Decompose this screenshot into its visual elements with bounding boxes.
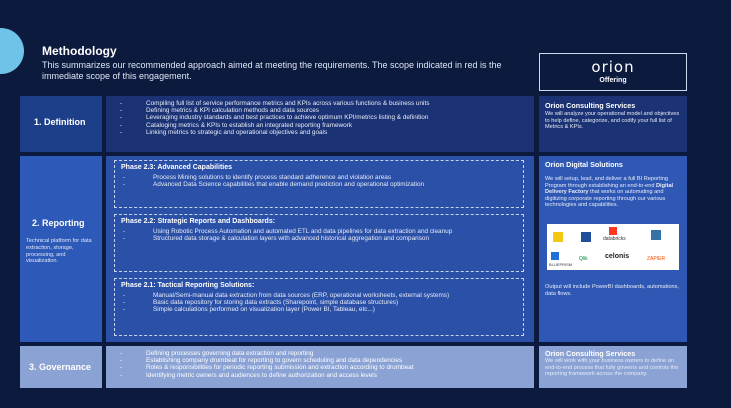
reporting-offering-footer: Output will include PowerBI dashboards, automations, data flows. bbox=[545, 284, 680, 297]
list-item: - Establishing company drumbeat for reporting to govern scheduling and data dependencies bbox=[116, 357, 526, 364]
reporting-label: 2. Reporting bbox=[32, 218, 85, 228]
definition-bullets bbox=[116, 100, 526, 136]
orion-offering-logo bbox=[539, 53, 687, 91]
databricks-icon bbox=[609, 227, 617, 235]
list-item: - Manual/Semi-manual data extraction from data sources (ERP, operational worksheets, external systems) bbox=[119, 292, 519, 299]
reporting-description: Technical platform for data extraction, storage, processing, and visualization. bbox=[26, 238, 92, 265]
powerbi-icon bbox=[553, 232, 563, 242]
body-bold-text: Digital Delivery Factory bbox=[545, 182, 674, 196]
decorative-circle bbox=[0, 28, 24, 74]
reporting-panel bbox=[106, 156, 534, 342]
list-item: - Defining metrics & KPI calculation methods and data sources bbox=[116, 107, 526, 114]
list-item: - Roles & responsibilities for periodic reporting submission and extraction according to drumbeat bbox=[116, 364, 526, 371]
python-icon bbox=[651, 230, 661, 240]
list-item: - Simple calculations performed on visualization layer (Power BI, Tableau, etc...) bbox=[119, 306, 519, 313]
list-item: - Cataloging metrics & KPIs to establish an integrated reporting framework bbox=[116, 122, 526, 129]
blueprism-logo: BLUEPRISM bbox=[549, 262, 573, 267]
reporting-offering-panel bbox=[539, 156, 687, 342]
zapier-logo: ZAPIER bbox=[647, 256, 666, 262]
governance-panel bbox=[106, 346, 534, 388]
reporting-offering-body bbox=[545, 176, 683, 209]
blueprism-icon bbox=[551, 252, 559, 260]
body-text: We will setup, lead, and deliver a full BI Reporting Program through establishing an end-to-end bbox=[545, 176, 669, 189]
list-item: - Basic data repository for storing data extracts (Sharepoint, simple database structures) bbox=[119, 299, 519, 306]
definition-offering-panel bbox=[539, 96, 687, 152]
phase-title: Phase 2.1: Tactical Reporting Solutions: bbox=[121, 282, 255, 289]
phase-bullets bbox=[119, 292, 519, 314]
phase-bullets bbox=[119, 174, 519, 188]
body-text: that works on automating and digitizing corporate reporting through our various technologies and capabilities. bbox=[545, 189, 666, 209]
governance-bullets bbox=[116, 350, 526, 379]
governance-label-cell bbox=[20, 346, 102, 388]
phase-2-2-box bbox=[114, 214, 524, 272]
list-item: - Identifying metric owners and audiences to define authorization and access levels bbox=[116, 372, 526, 379]
governance-label: 3. Governance bbox=[29, 362, 92, 372]
definition-label-cell bbox=[20, 96, 102, 152]
page-subtitle: This summarizes our recommended approach aimed at meeting the requirements. The scope indicated in red is the immediate scope of this engagement. bbox=[42, 60, 502, 81]
databricks-logo: databricks bbox=[603, 236, 626, 242]
governance-offering-title: Orion Consulting Services bbox=[545, 349, 636, 358]
governance-offering-panel bbox=[539, 346, 687, 388]
list-item: - Advanced Data Science capabilities that enable demand prediction and operational optimization bbox=[119, 181, 519, 188]
technology-logos bbox=[547, 224, 679, 270]
logo-word: orion bbox=[591, 58, 635, 76]
list-item: - Linking metrics to strategic and operational objectives and goals bbox=[116, 129, 526, 136]
list-item: - Compiling full list of service performance metrics and KPIs across various functions & business units bbox=[116, 100, 526, 107]
page-title: Methodology bbox=[42, 44, 117, 58]
list-item: - Structured data storage & calculation layers with advanced historical aggregation and comparison bbox=[119, 235, 519, 242]
phase-title: Phase 2.2: Strategic Reports and Dashboards: bbox=[121, 218, 276, 225]
phase-bullets bbox=[119, 228, 519, 242]
list-item: - Using Robotic Process Automation and automated ETL and data pipelines for data extraction and cleanup bbox=[119, 228, 519, 235]
list-item: - Leveraging industry standards and best practices to achieve optimum KPI/metrics listing & definition bbox=[116, 114, 526, 121]
celonis-logo: celonis bbox=[605, 253, 630, 260]
list-item: - Defining processes governing data extraction and reporting bbox=[116, 350, 526, 357]
qlik-logo: Qlik bbox=[579, 256, 588, 262]
phase-2-1-box bbox=[114, 278, 524, 336]
logo-subtitle: Offering bbox=[599, 77, 627, 84]
factory-icon bbox=[581, 232, 591, 242]
reporting-offering-title: Orion Digital Solutions bbox=[545, 160, 623, 169]
definition-label: 1. Definition bbox=[34, 117, 86, 127]
definition-offering-body: We will analyze your operational model and objectives to help define, categorize, and codify your full list of Metrics & KPIs. bbox=[545, 111, 680, 131]
phase-title: Phase 2.3: Advanced Capabilities bbox=[121, 164, 233, 171]
definition-panel bbox=[106, 96, 534, 152]
governance-offering-body: We will work with your business owners to define an end-to-end process that fully governs and controls the reporting framework across the company. bbox=[545, 358, 679, 378]
list-item: - Process Mining solutions to identify process standard adherence and violation areas bbox=[119, 174, 519, 181]
phase-2-3-box bbox=[114, 160, 524, 208]
definition-offering-title: Orion Consulting Services bbox=[545, 101, 636, 110]
reporting-label-cell bbox=[20, 156, 102, 342]
